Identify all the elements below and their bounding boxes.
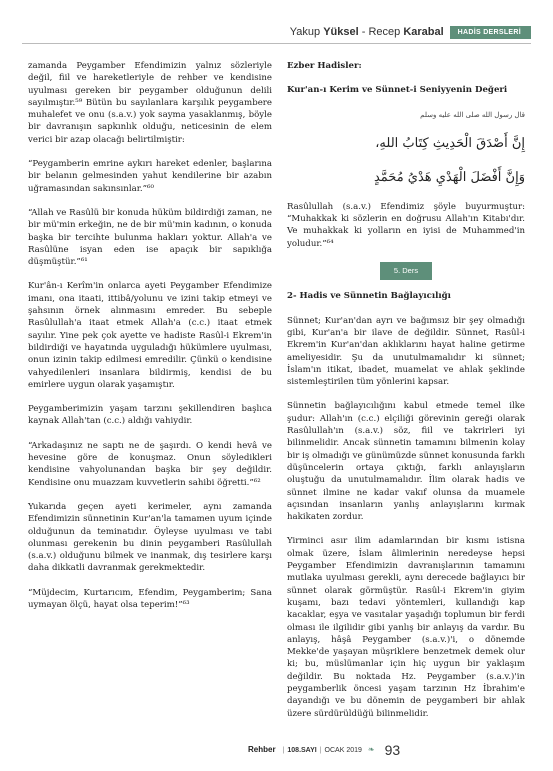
lesson-badge: 5. Ders xyxy=(380,262,432,280)
quote: “Müjdecim, Kurtarıcım, Efendim, Peygamberim; Sana uymayan ölçü, hayat olsa teperim!”⁶³ xyxy=(28,587,272,610)
author-second-surname: Karabal xyxy=(403,26,444,38)
paragraph: Kur'ân-ı Kerîm'in onlarca ayeti Peygamber Efendimize imanı, ona itaati, ittibâ/yolunu ve izini takip etmeyi ve şahsının örnek alınmasını emreder. Bu sebeple Rasûlullah'a itaat etmek Allah'a (c.c.) itaat etmek sayılır. Yine pek çok ayette ve hadiste Rasûl-i Ekrem'in bildirdiği ve hayatında uyguladığı hükümlere uyulması, onun izinin takip edilmesi emredilir. Çünkü o kendisine vahyedilenleri insanlara bildirmiş, kendisi de bu emirlere uygun olarak yaşamıştır. xyxy=(28,281,272,390)
paragraph: Yirminci asır ilim adamlarından bir kısmı istisna olmak üzere, İslam âlimlerinin neredeyse hepsi Peygamber Efendimizin davranışlarının tamamını mutlaka uyulması gerekli, aynı derecede bağlayıcı bir sünnet olarak görmüştür. Rasûl-i Ekrem'in giyim kuşamı, bazı tedavi yöntemleri, kullandığı kap kacaklar, eşya ve vasıtalar yaşadığı toplumun bir ferdi olması ile ilgilidir gibi yanlış bir anlayış da vardır. Bu anlayış, hâşâ Peygamber (s.a.v.)'i, o dönemde Mekke'de yaşayan müşriklere benzetmek demek olur ki; bu, müslümanlar için hiç uygun bir yaklaşım değildir. Bu noktada Hz. Peygamber (s.a.v.)'in peygamberlik öncesi yaşam tarzının Hz İbrahim'e dayandığı ve bu dönemin de peygamberi bir ahlak üzere sürdürüldüğü bilinmelidir. xyxy=(287,536,525,719)
footer-separator: | xyxy=(319,747,322,754)
issue-number: 108.SAYI xyxy=(287,747,317,754)
section-heading: Ezber Hadisler: xyxy=(287,61,362,71)
paragraph: Sünnet; Kur'an'dan ayrı ve bağımsız bir şey olmadığı gibi, Kur'an'a bir ilave de değildir. Sünnet, Rasûl-i Ekrem'in Kur'an'dan aklıklarını hayat haline getirme ameliyesidir. Şu da unutulmamalıdır ki sünnet; İslam'ın itikat, ibadet, muamelat ve ahlak şeklinde sistemleştirilen tüm yönlerini kapsar. xyxy=(287,315,525,388)
quote: “Peygamberin emrine aykırı hareket edenler, başlarına bir belanın gelmesinden yahut kendilerine bir azabın uğramasından sakınsınlar.”⁶⁰ xyxy=(28,159,272,194)
quote: “Arkadaşınız ne saptı ne de şaşırdı. O kendi hevâ ve hevesine göre de konuşmaz. Onun söyledikleri kendisine vahyolunandan başka bir şey değildir. Kendisine onu muazzam kuvvetlerin sahibi öğretti.”⁶² xyxy=(28,440,272,488)
paragraph: Yukarıda geçen ayeti kerimeler, aynı zamanda Efendimizin sünnetinin Kur'an'la tamamen uyum içinde olduğunun da teminatıdır. Öyleyse uyulması ve tabi olunması gerekenin bu dinin peygamberi Rasûlullah (s.a.v.) olduğunu bilmek ve inanmak, dış tesirlere karşı daha dikkatli davranmak gerekmektedir. xyxy=(28,501,272,574)
running-header xyxy=(290,24,531,40)
quote: “Allah ve Rasûlü bir konuda hüküm bildirdiği zaman, ne bir mü'min erkeğin, ne de bir mü'min kadının, o konuda başka bir tercihte bulunma hakları yoktur. Allah'a ve Rasûlüne isyan eden ise apaçık bir sapıklığa düşmüştür.”⁶¹ xyxy=(28,207,272,268)
paragraph: Rasûlullah (s.a.v.) Efendimiz şöyle buyurmuştur: “Muhakkak ki sözlerin en doğrusu Allah'ın Kitabı'dır. Ve muhakkak ki yolların en iyisi de Muhammed'in yoludur.”⁶⁴ xyxy=(287,201,525,249)
paragraph: Sünnetin bağlayıcılığını kabul etmede temel ilke şudur: Allah'ın (c.c.) elçiliği görevinin gereği olarak Rasûlullah'ın (s.a.v.) söz, fiil ve takrirleri iyi bilinmelidir. Ancak sünnetin tamamını bilmenin kolay bir iş olmadığı ve günümüzde sünnet konusunda farklı düşüncelerin ortaya çıktığı, farklı anlayışların oluştuğu da unutulmamalıdır. İlim olarak hadis ve sünnet ilmine ne kadar vakıf olunsa da muamele açısından insanların yanlış anlayışlarını kırmak hakikaten zordur. xyxy=(287,401,525,523)
lesson-heading: 2- Hadis ve Sünnetin Bağlayıcılığı xyxy=(287,291,451,302)
author-second-name: - Recep xyxy=(358,26,404,38)
arabic-intro: قال رسول الله صلى الله عليه وسلم xyxy=(420,110,525,119)
page-number: 93 xyxy=(384,742,401,758)
paragraph: Peygamberimizin yaşam tarzını şekillendiren başlıca kaynak Allah'tan (c.c.) aldığı vahiydir. xyxy=(28,404,272,427)
section-badge: HADİS DERSLERİ xyxy=(450,26,531,39)
arabic-hadith-line-2: وَإِنَّ أَفْضَلَ الْهَدْيِ هَدْيُ مُحَمَّدٍ xyxy=(373,169,525,185)
arabic-hadith-line-1: إِنَّ أَصْدَقَ الْحَدِيثِ كِتَابُ اللهِ، xyxy=(375,135,525,151)
leaf-icon: ❧ xyxy=(367,745,375,754)
author-first-name: Yakup xyxy=(289,26,324,38)
left-column xyxy=(28,60,272,623)
paragraph: zamanda Peygamber Efendimizin yalnız sözleriyle değil, fiil ve hareketleriyle de rehber ve kendisine uyulması gereken bir peygamber olduğunun delili sayılmıştır.⁵⁹ Bütün bu sayılanlara karşılık peygambere muhalefet ve onu (s.a.v.) yok sayma yasaklanmış, böyle bir davranışın sapkınlık olduğu, neticesinin de elem verici bir azap olacağı belirtilmiştir: xyxy=(28,61,272,145)
header-rule xyxy=(22,43,531,44)
author-line xyxy=(290,26,444,38)
right-column xyxy=(287,60,525,732)
lesson-badge-wrap xyxy=(287,262,525,280)
footer-separator: | xyxy=(282,747,285,754)
magazine-logo: Rehber xyxy=(248,745,276,754)
author-first-surname: Yüksel xyxy=(323,26,359,38)
subsection-heading: Kur'an-ı Kerim ve Sünnet-i Seniyyenin Değeri xyxy=(287,85,508,96)
issue-date: OCAK 2019 xyxy=(324,747,362,754)
page-footer xyxy=(248,739,401,758)
